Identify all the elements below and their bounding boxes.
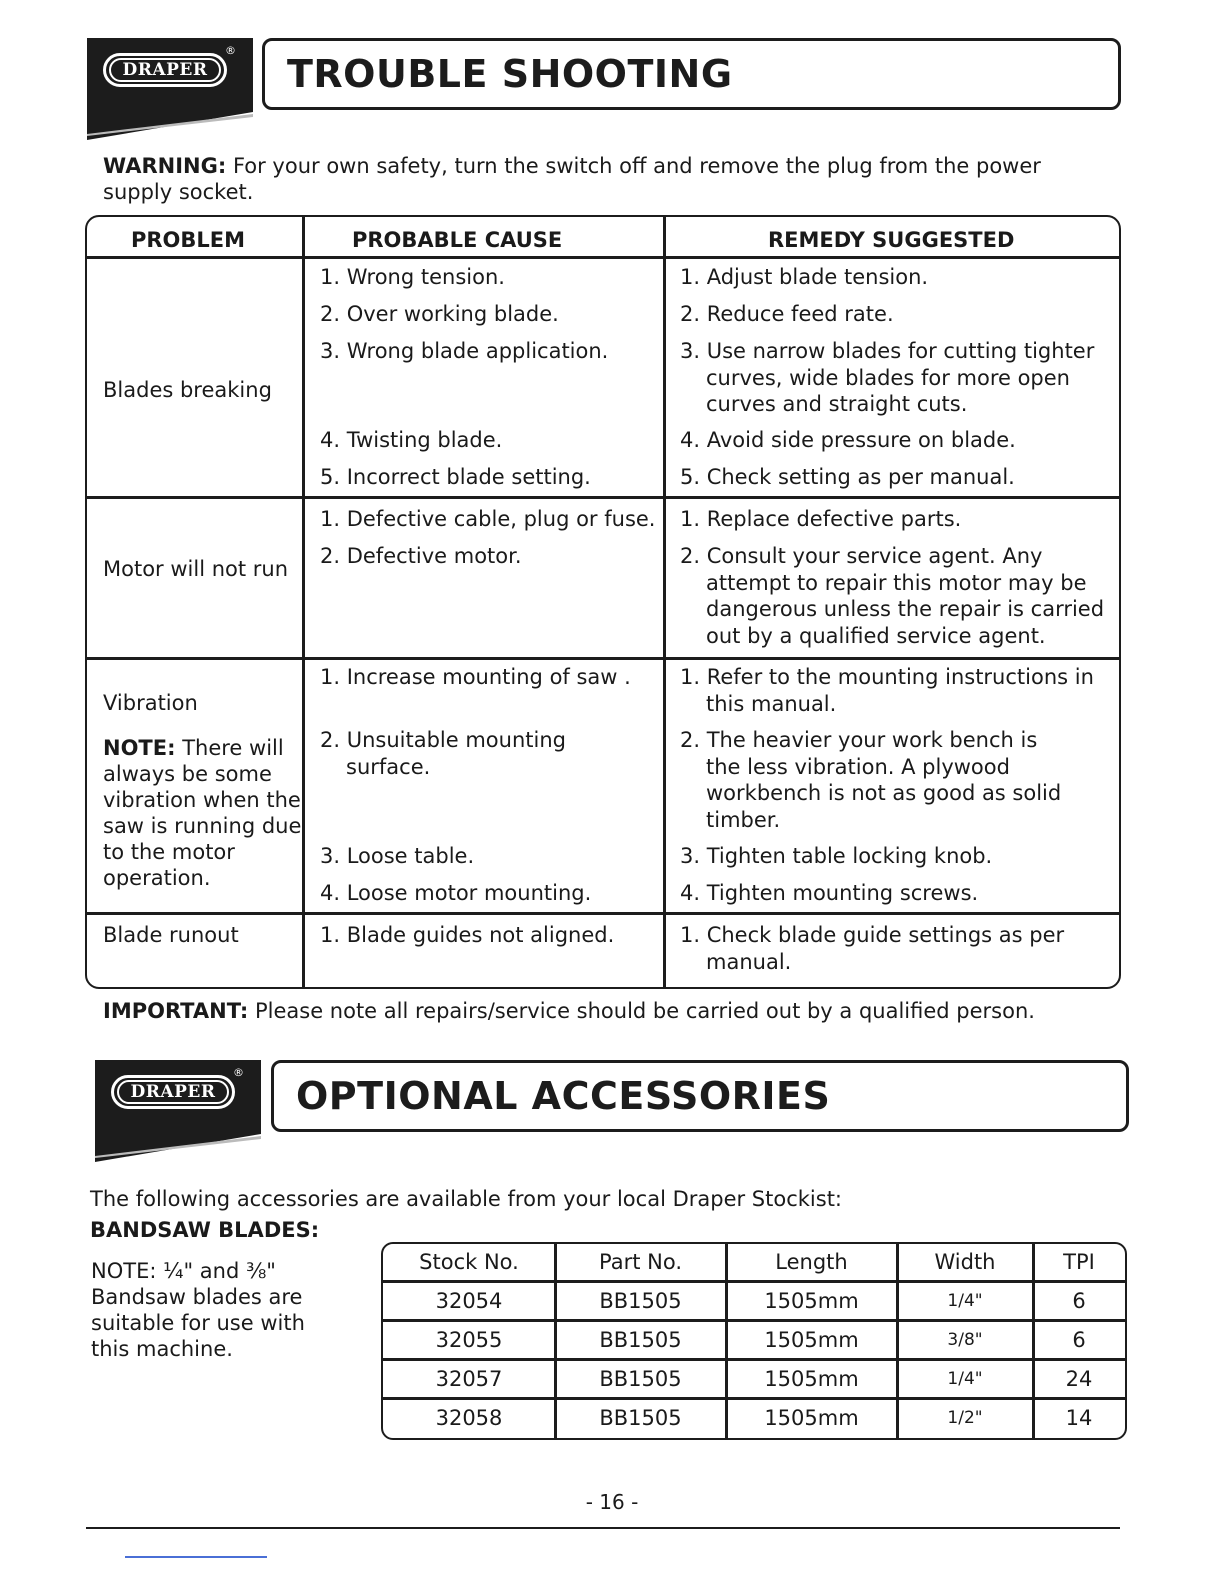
important-text: Please note all repairs/service should be carried out by a qualified person. bbox=[254, 999, 1035, 1023]
registered-mark: ® bbox=[233, 1066, 244, 1079]
table-cell: 1/4" bbox=[947, 1369, 983, 1389]
section-title: OPTIONAL ACCESSORIES bbox=[296, 1074, 831, 1118]
table-cell: 32057 bbox=[435, 1367, 503, 1391]
problem-cell: Vibration bbox=[103, 691, 198, 715]
table-cell: 6 bbox=[1072, 1289, 1086, 1313]
warning-label: WARNING: bbox=[103, 154, 227, 178]
table-cell: BB1505 bbox=[599, 1406, 682, 1430]
table-cell: 32058 bbox=[435, 1406, 503, 1430]
important-label: IMPORTANT: bbox=[103, 999, 249, 1023]
cause-item: 2. Defective motor. bbox=[320, 544, 522, 568]
column-header: TPI bbox=[1063, 1250, 1095, 1274]
table-cell: 14 bbox=[1065, 1406, 1093, 1430]
trouble-shooting-title bbox=[262, 38, 1121, 110]
remedy-item: 2. Reduce feed rate. bbox=[680, 302, 894, 326]
cause-item: 1. Wrong tension. bbox=[320, 265, 505, 289]
table-cell: 1505mm bbox=[764, 1328, 859, 1352]
header-cause: PROBABLE CAUSE bbox=[352, 228, 563, 252]
table-cell: 1505mm bbox=[764, 1289, 859, 1313]
cause-item: 2. Over working blade. bbox=[320, 302, 559, 326]
table-cell: 32055 bbox=[435, 1328, 503, 1352]
header-remedy: REMEDY SUGGESTED bbox=[768, 228, 1015, 252]
logo-stripe-decoration bbox=[95, 1134, 261, 1158]
table-cell: 1505mm bbox=[764, 1406, 859, 1430]
draper-logo-block bbox=[95, 1060, 261, 1164]
remedy-item: 1. Adjust blade tension. bbox=[680, 265, 929, 289]
accessories-intro: The following accessories are available from your local Draper Stockist: bbox=[90, 1187, 843, 1211]
table-cell: BB1505 bbox=[599, 1289, 682, 1313]
column-header: Part No. bbox=[599, 1250, 682, 1274]
note-label: NOTE: bbox=[103, 736, 176, 760]
cause-item: 1. Defective cable, plug or fuse. bbox=[320, 507, 656, 531]
remedy-item: 1. Check blade guide settings as per manual. bbox=[680, 923, 1065, 974]
remedy-item: 1. Refer to the mounting instructions in this manual. bbox=[680, 665, 1094, 716]
column-header: Length bbox=[775, 1250, 848, 1274]
brand-text: DRAPER bbox=[117, 1080, 229, 1104]
page-number: - 16 - bbox=[585, 1490, 639, 1514]
remedy-item: 5. Check setting as per manual. bbox=[680, 465, 1015, 489]
remedy-item: 4. Avoid side pressure on blade. bbox=[680, 428, 1016, 452]
problem-cell: Blades breaking bbox=[103, 378, 272, 402]
problem-cell: Blade runout bbox=[103, 923, 239, 947]
cause-item: 3. Loose table. bbox=[320, 844, 475, 868]
warning-paragraph bbox=[103, 153, 1083, 205]
footer-rule bbox=[86, 1527, 1120, 1529]
brand-text: DRAPER bbox=[109, 58, 221, 82]
note-text: There will always be some vibration when the saw is running due to the motor operation. bbox=[103, 736, 302, 890]
cause-item: 1. Blade guides not aligned. bbox=[320, 923, 615, 947]
table-cell: 6 bbox=[1072, 1328, 1086, 1352]
draper-logo bbox=[111, 1075, 235, 1109]
cause-item: 1. Increase mounting of saw . bbox=[320, 665, 631, 689]
remedy-item: 3. Use narrow blades for cutting tighter curves, wide blades for more open curves and straight cuts. bbox=[680, 339, 1095, 416]
footer-link-underline bbox=[125, 1556, 267, 1558]
draper-logo bbox=[103, 53, 227, 87]
draper-logo-block bbox=[87, 38, 253, 142]
table-divider bbox=[86, 496, 1120, 499]
remedy-item: 4. Tighten mounting screws. bbox=[680, 881, 979, 905]
remedy-item: 3. Tighten table locking knob. bbox=[680, 844, 993, 868]
blades-note: NOTE: ¼" and ⅜" Bandsaw blades are suitable for use with this machine. bbox=[91, 1259, 305, 1361]
table-cell: 1505mm bbox=[764, 1367, 859, 1391]
table-cell: 1/2" bbox=[947, 1408, 983, 1428]
header-problem: PROBLEM bbox=[131, 228, 246, 252]
remedy-item: 2. Consult your service agent. Any attempt to repair this motor may be dangerous unless the repair is carried out by a qualified service agent. bbox=[680, 544, 1105, 648]
table-cell: 1/4" bbox=[947, 1291, 983, 1311]
table-divider bbox=[86, 657, 1120, 660]
table-divider bbox=[86, 912, 1120, 915]
table-cell: BB1505 bbox=[599, 1328, 682, 1352]
bandsaw-blades-label: BANDSAW BLADES: bbox=[90, 1218, 320, 1242]
table-cell: BB1505 bbox=[599, 1367, 682, 1391]
cause-item: 2. Unsuitable mounting surface. bbox=[320, 728, 566, 779]
remedy-item: 1. Replace defective parts. bbox=[680, 507, 962, 531]
warning-text: For your own safety, turn the switch off and remove the plug from the power supply socket. bbox=[103, 154, 1041, 204]
important-paragraph bbox=[103, 998, 1103, 1024]
registered-mark: ® bbox=[225, 44, 236, 57]
cause-item: 5. Incorrect blade setting. bbox=[320, 465, 591, 489]
column-header: Width bbox=[934, 1250, 996, 1274]
column-header: Stock No. bbox=[419, 1250, 519, 1274]
cause-item: 3. Wrong blade application. bbox=[320, 339, 609, 363]
table-cell: 3/8" bbox=[947, 1330, 983, 1350]
table-cell: 32054 bbox=[435, 1289, 503, 1313]
cause-item: 4. Loose motor mounting. bbox=[320, 881, 592, 905]
page-title: TROUBLE SHOOTING bbox=[287, 52, 733, 96]
table-divider bbox=[86, 256, 1120, 259]
table-cell: 24 bbox=[1065, 1367, 1093, 1391]
table-divider bbox=[663, 216, 666, 988]
optional-accessories-title bbox=[271, 1060, 1129, 1132]
logo-stripe-decoration bbox=[87, 112, 253, 136]
problem-cell: Motor will not run bbox=[103, 557, 289, 581]
cause-item: 4. Twisting blade. bbox=[320, 428, 503, 452]
remedy-item: 2. The heavier your work bench is the less vibration. A plywood workbench is not as good as solid timber. bbox=[680, 728, 1062, 832]
vibration-note bbox=[103, 735, 303, 891]
